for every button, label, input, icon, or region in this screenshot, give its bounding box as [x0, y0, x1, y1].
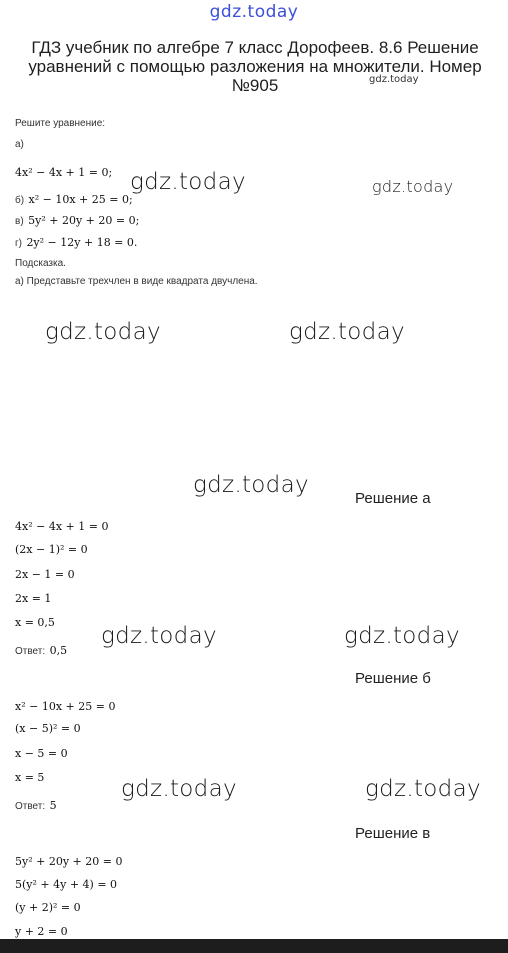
task-equation-d: 2y² − 12y + 18 = 0.	[26, 236, 138, 249]
solution-a-step: 4x² − 4x + 1 = 0	[15, 520, 109, 533]
solution-a-step: x = 0,5	[15, 616, 55, 629]
watermark: gdz.today	[101, 623, 217, 649]
watermark: gdz.today	[130, 169, 246, 195]
solution-a-step: 2x − 1 = 0	[15, 568, 75, 581]
answer-label: Ответ:	[15, 801, 46, 812]
solution-a-answer	[15, 641, 67, 659]
solution-b-step: x − 5 = 0	[15, 747, 68, 760]
watermark: gdz.today	[344, 623, 460, 649]
solution-c-step: (y + 2)² = 0	[15, 901, 81, 914]
page-title: ГДЗ учебник по алгебре 7 класс Дорофеев. 8.6 Решение уравнений с помощью разложения на множители. Номер №905	[28, 38, 482, 95]
hint-title: Подсказка.	[15, 258, 66, 269]
task-label-d: г)	[15, 238, 22, 249]
solution-b-step: x = 5	[15, 771, 45, 784]
title-watermark: gdz.today	[369, 74, 419, 85]
task-equation-b: x² − 10x + 25 = 0;	[28, 193, 133, 206]
solution-b-heading: Решение б	[355, 670, 431, 687]
watermark: gdz.today	[365, 776, 481, 802]
task-item-b	[15, 190, 133, 208]
solution-b-answer	[15, 796, 57, 814]
watermark: gdz.today	[372, 177, 454, 196]
task-equation-c: 5y² + 20y + 20 = 0;	[28, 214, 140, 227]
bottom-bar	[0, 939, 508, 953]
task-label-c: в)	[15, 216, 24, 227]
task-label-a: а)	[15, 139, 24, 150]
solution-c-heading: Решение в	[355, 825, 431, 842]
solution-c-step: 5y² + 20y + 20 = 0	[15, 855, 123, 868]
answer-value: 5	[49, 799, 57, 812]
task-equation-a: 4x² − 4x + 1 = 0;	[15, 166, 113, 179]
solution-a-heading: Решение а	[355, 490, 431, 507]
watermark: gdz.today	[121, 776, 237, 802]
task-instruction: Решите уравнение:	[15, 118, 106, 129]
solution-a-step: 2x = 1	[15, 592, 52, 605]
solution-c-step: 5(y² + 4y + 4) = 0	[15, 878, 118, 891]
task-label-b: б)	[15, 195, 25, 206]
task-item-c	[15, 211, 139, 229]
hint-text: а) Представьте трехчлен в виде квадрата двучлена.	[15, 276, 258, 287]
watermark: gdz.today	[193, 472, 309, 498]
solution-a-step: (2x − 1)² = 0	[15, 543, 88, 556]
site-logo[interactable]: gdz.today	[209, 2, 299, 22]
answer-value: 0,5	[49, 644, 68, 657]
solution-b-step: (x − 5)² = 0	[15, 722, 81, 735]
watermark: gdz.today	[289, 319, 405, 345]
solution-c-step: y + 2 = 0	[15, 925, 68, 938]
answer-label: Ответ:	[15, 646, 46, 657]
task-item-d	[15, 233, 137, 251]
solution-b-step: x² − 10x + 25 = 0	[15, 700, 116, 713]
watermark: gdz.today	[45, 319, 161, 345]
